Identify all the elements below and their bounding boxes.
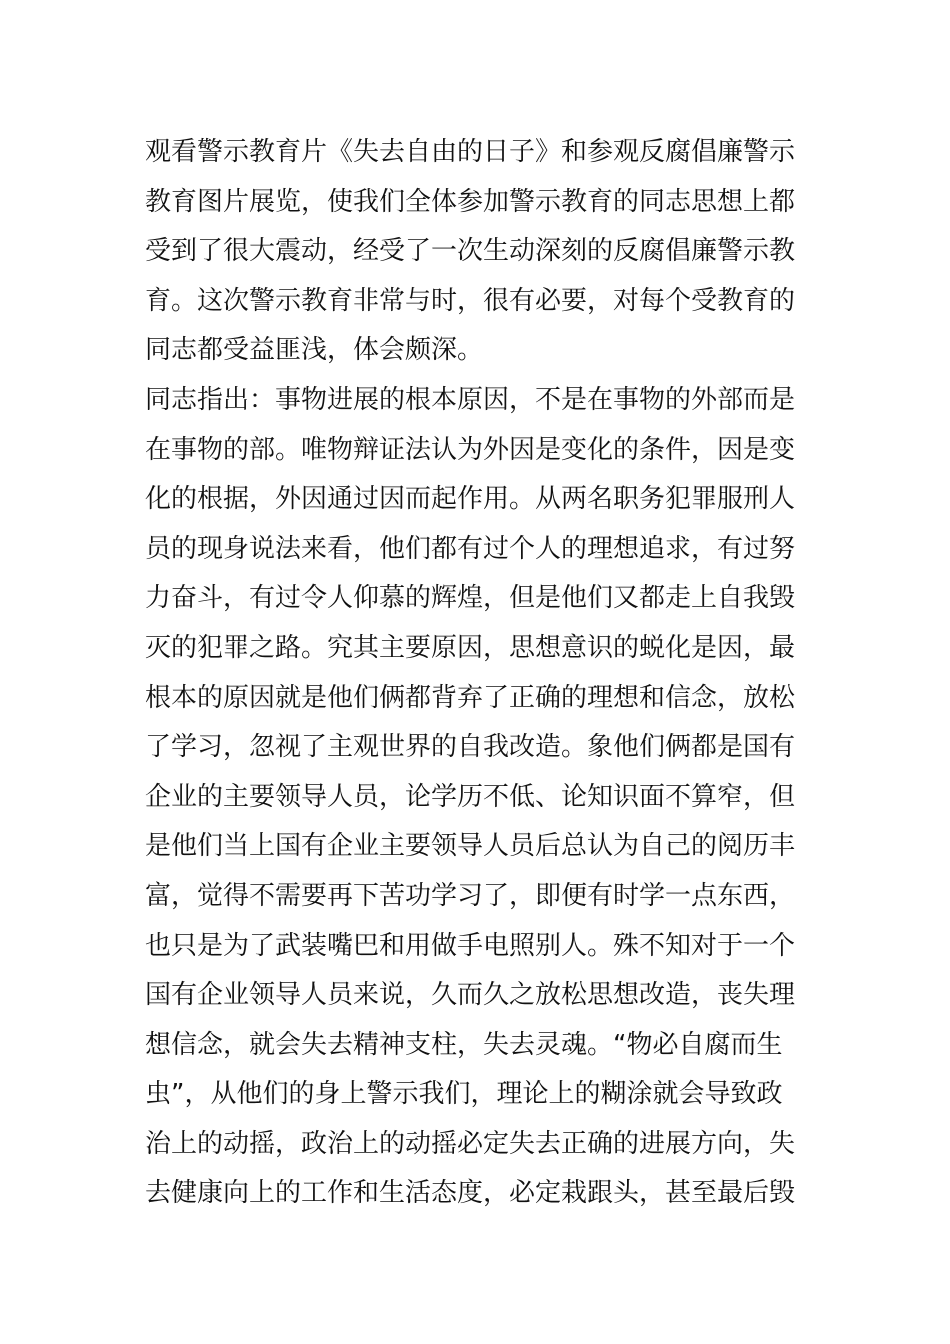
text-line: 富，觉得不需要再下苦功学习了，即便有时学一点东西， — [145, 880, 796, 911]
text-line: 员的现身说法来看，他们都有过个人的理想追求，有过努 — [145, 533, 796, 564]
text-line: 同志指出：事物进展的根本原因，不是在事物的外部而是 — [145, 384, 796, 415]
paragraph-2 — [145, 376, 805, 1219]
text-line: 去健康向上的工作和生活态度，必定栽跟头，甚至最后毁 — [145, 1178, 796, 1209]
text-line: 同志都受益匪浅，体会颇深。 — [145, 335, 484, 366]
text-line: 了学习，忽视了主观世界的自我改造。象他们俩都是国有 — [145, 732, 796, 763]
text-line: 治上的动摇，政治上的动摇必定失去正确的进展方向，失 — [145, 1128, 796, 1159]
text-line: 企业的主要领导人员，论学历不低、论知识面不算窄，但 — [145, 781, 796, 812]
text-line: 受到了很大震动，经受了一次生动深刻的反腐倡廉警示教 — [145, 236, 796, 267]
text-line: 虫”，从他们的身上警示我们，理论上的糊涂就会导致政 — [145, 1079, 783, 1110]
text-line: 观看警示教育片《失去自由的日子》和参观反腐倡廉警示 — [145, 137, 796, 167]
text-line: 教育图片展览，使我们全体参加警示教育的同志思想上都 — [145, 186, 796, 217]
text-line: 是他们当上国有企业主要领导人员后总认为自己的阅历丰 — [145, 831, 796, 862]
paragraph-1 — [145, 128, 805, 376]
text-line: 化的根据，外因通过因而起作用。从两名职务犯罪服刑人 — [145, 484, 796, 515]
text-line: 力奋斗，有过令人仰慕的辉煌，但是他们又都走上自我毁 — [145, 583, 796, 614]
text-line: 育。这次警示教育非常与时，很有必要，对每个受教育的 — [145, 285, 796, 316]
text-line: 想信念，就会失去精神支柱，失去灵魂。“物必自腐而生 — [145, 1029, 783, 1060]
text-line: 也只是为了武装嘴巴和用做手电照别人。殊不知对于一个 — [145, 930, 796, 961]
text-line: 灭的犯罪之路。究其主要原因，思想意识的蜕化是因，最 — [145, 632, 796, 663]
text-line: 根本的原因就是他们俩都背弃了正确的理想和信念，放松 — [145, 682, 796, 713]
document-body — [145, 128, 805, 1219]
text-line: 在事物的部。唯物辩证法认为外因是变化的条件，因是变 — [145, 434, 796, 465]
text-line: 国有企业领导人员来说，久而久之放松思想改造，丧失理 — [145, 980, 796, 1011]
